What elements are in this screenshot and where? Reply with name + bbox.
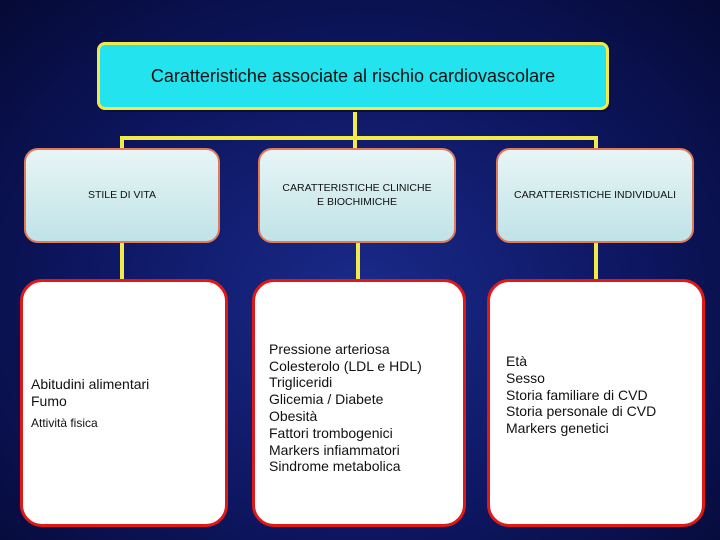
item-text: Storia familiare di CVD	[506, 386, 648, 403]
item-text: Markers infiammatori	[269, 441, 400, 458]
category-label-lifestyle: STILE DI VITA	[87, 188, 157, 201]
item-box-individual	[487, 279, 705, 527]
connector-lower-center	[356, 243, 360, 279]
connector-lower-left	[120, 243, 124, 279]
item-text: Età	[506, 353, 528, 369]
item-text-small: Attività fisica	[31, 415, 98, 430]
item-text: Storia personale di CVD	[506, 403, 657, 420]
diagram-title-text: Caratteristiche associate al rischio cardiovascolare	[150, 65, 556, 86]
item-text: Trigliceridi	[269, 374, 333, 391]
item-text: Obesità	[269, 408, 318, 424]
connector-horizontal-bar	[120, 136, 598, 140]
diagram-title	[97, 42, 609, 110]
category-label-clinical: CARATTERISTICHE CLINICHE E BIOCHIMICHE	[282, 182, 432, 208]
item-text: Abitudini alimentari	[31, 376, 150, 392]
item-box-clinical	[252, 279, 466, 527]
item-box-lifestyle	[20, 279, 228, 527]
connector-lower-right	[594, 243, 598, 279]
item-text: Markers genetici	[506, 420, 609, 437]
item-text: Fumo	[31, 392, 67, 409]
category-box-individual	[496, 148, 694, 243]
category-label-individual: CARATTERISTICHE INDIVIDUALI	[514, 188, 676, 201]
item-text: Colesterolo (LDL e HDL)	[269, 357, 422, 374]
item-text: Pressione arteriosa	[269, 340, 390, 357]
item-text: Fattori trombogenici	[269, 424, 393, 441]
category-box-lifestyle	[24, 148, 220, 243]
connector-title-stem	[353, 110, 357, 138]
category-box-clinical	[258, 148, 456, 243]
item-text: Glicemia / Diabete	[269, 391, 384, 408]
item-text: Sindrome metabolica	[269, 458, 401, 475]
item-text: Sesso	[506, 369, 545, 386]
